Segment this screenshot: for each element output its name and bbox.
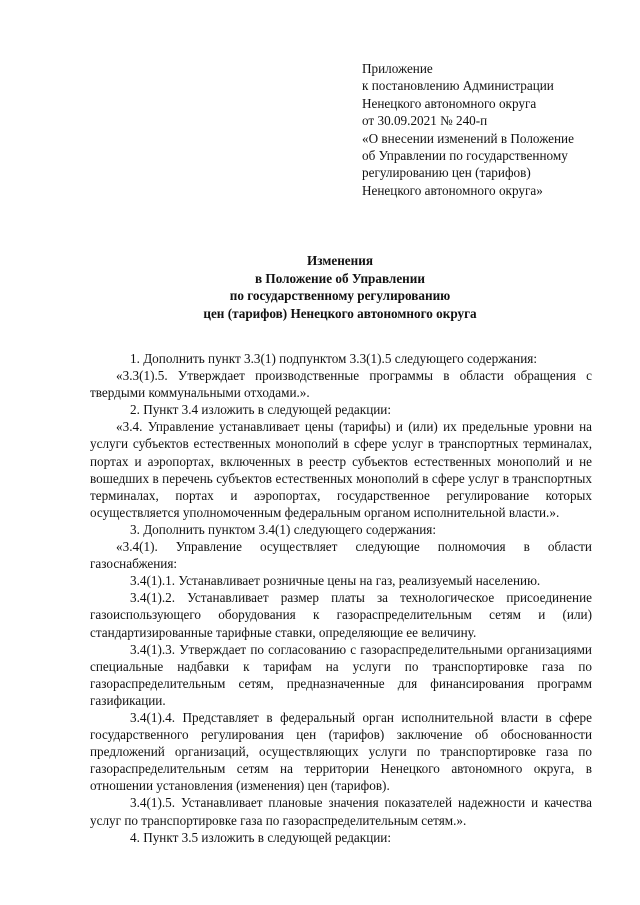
paragraph-3-4-1-4: 3.4(1).4. Представляет в федеральный орган исполнительной власти в сфере государственного регулирования цен (тарифов) заключение об обоснованности предложений организаций, осуществляющих услуги по транспортировке газа по газораспределительным сетям на территории Ненецкого автономного округа, в отношении установления (изменения) цен (тарифов). — [90, 709, 592, 794]
appendix-line: от 30.09.2021 № 240-п — [362, 113, 488, 129]
paragraph-3-4-1-1: 3.4(1).1. Устанавливает розничные цены на газ, реализуемый населению. — [130, 573, 541, 589]
document-body — [90, 350, 592, 846]
paragraph-item-4: 4. Пункт 3.5 изложить в следующей редакции: — [130, 829, 392, 845]
appendix-line: Ненецкого автономного округа» — [362, 182, 543, 198]
title-line: в Положение об Управлении — [255, 270, 425, 286]
title-line: цен (тарифов) Ненецкого автономного округа — [203, 305, 477, 321]
paragraph-item-1: 1. Дополнить пункт 3.3(1) подпунктом 3.3(1).5 следующего содержания: — [130, 351, 538, 366]
paragraph-quote-3-4-1: «3.4(1). Управление осуществляет следующие полномочия в области газоснабжения: — [90, 539, 592, 572]
paragraph-item-2: 2. Пункт 3.4 изложить в следующей редакции: — [130, 402, 392, 418]
title-line: Изменения — [307, 253, 373, 268]
paragraph-quote-3-4: «3.4. Управление устанавливает цены (тарифы) и (или) их предельные уровни на услуги субъектов естественных монополий в сфере услуг в транспортных терминалах, портах и аэропортах, включенных в реестр субъектов естественных монополий и не вошедших в перечень субъектов естественных монополий в сфере услуг в транспортных терминалах, портах и аэропортах, государственное регулирование которых осуществляется уполномоченным федеральным органом исполнительной власти.». — [90, 419, 592, 520]
paragraph-3-4-1-2: 3.4(1).2. Устанавливает размер платы за технологическое присоединение газоиспользующего оборудования к газораспределительным сетям и (или) стандартизированные тарифные ставки, определяющие ее величину. — [90, 590, 592, 640]
paragraph-quote-3-3-1-5: «3.3(1).5. Утверждает производственные программы в области обращения с твердыми коммунальными отходами.». — [90, 368, 592, 401]
paragraph-3-4-1-5: 3.4(1).5. Устанавливает плановые значения показателей надежности и качества услуг по транспортировке газа по газораспределительным сетям.». — [90, 795, 592, 828]
appendix-line: «О внесении изменений в Положение — [362, 130, 574, 146]
appendix-line: к постановлению Администрации — [362, 78, 554, 94]
appendix-line: об Управлении по государственному — [362, 148, 568, 164]
appendix-line: регулированию цен (тарифов) — [362, 165, 531, 181]
appendix-line: Приложение — [362, 61, 433, 76]
appendix-block — [362, 60, 612, 199]
title-line: по государственному регулированию — [229, 288, 451, 303]
appendix-line: Ненецкого автономного округа — [362, 95, 537, 111]
paragraph-item-3: 3. Дополнить пунктом 3.4(1) следующего содержания: — [130, 521, 436, 537]
document-title — [90, 252, 590, 322]
paragraph-3-4-1-3: 3.4(1).3. Утверждает по согласованию с газораспределительными организациями специальные надбавки к тарифам на услуги по транспортировке газа по газораспределительным сетям, предназначенные для финансирования программ газификации. — [90, 641, 592, 708]
